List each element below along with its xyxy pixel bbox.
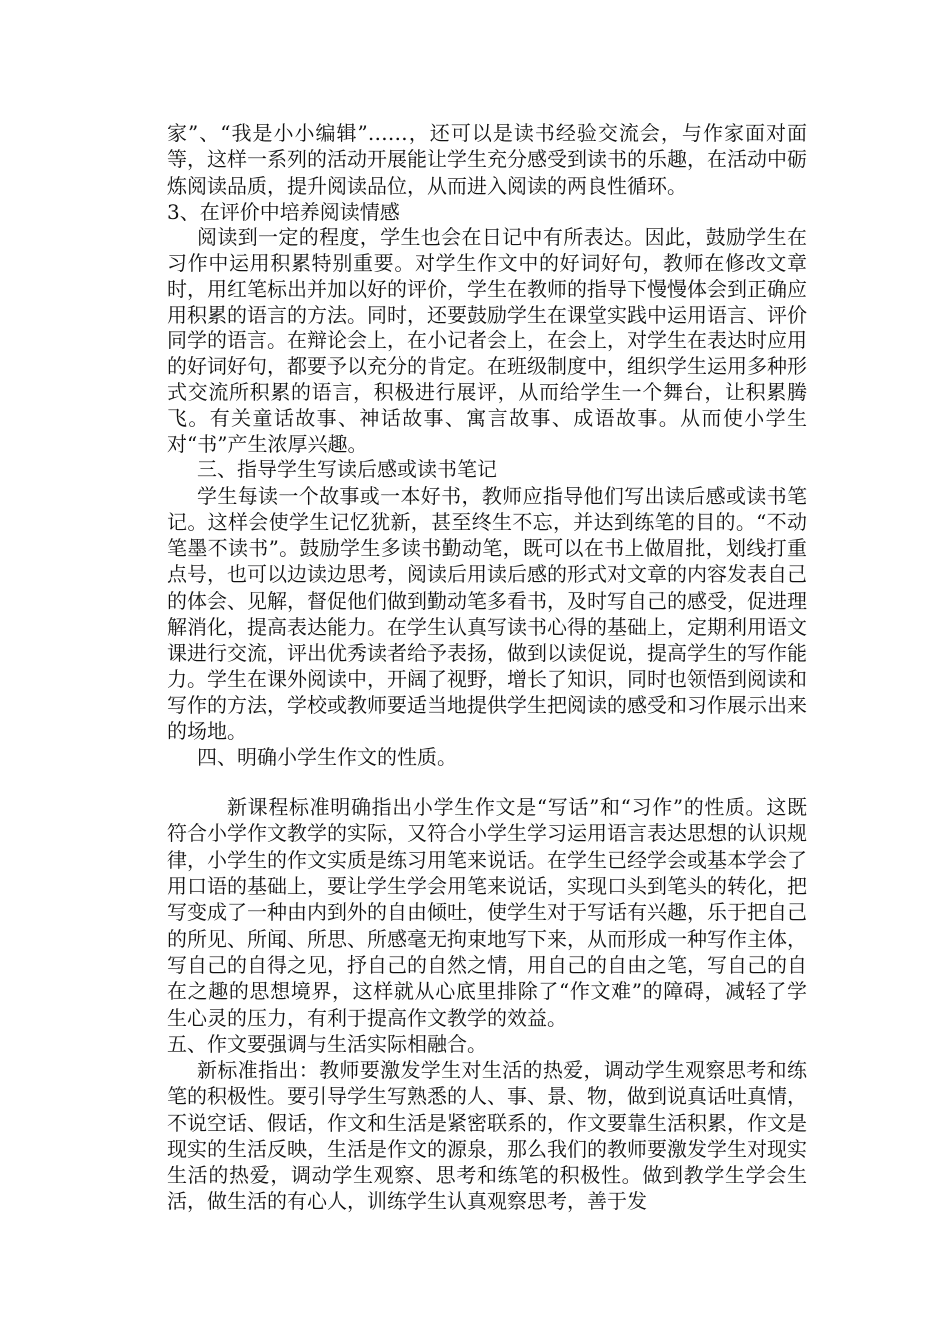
paragraph: 新课程标准明确指出小学生作文是“写话”和“习作”的性质。这既符合小学作文教学的实际，又符合小学生学习运用语言表达思想的认识规律，小学生的作文实质是练习用笔来说话。在学生已经学会或基本学会了用口语的基础上，要让学生学会用笔来说话，实现口头到笔头的转化，把写变成了一种由内到外的自由倾吐，使学生对于写话有兴趣，乐于把自己的所见、所闻、所思、所感毫无拘束地写下来，从而形成一种写作主体，写自己的自得之见，抒自己的自然之情，用自己的自由之笔，写自己的自在之趣的思想境界，这样就从心底里排除了“作文难”的障碍，减轻了学生心灵的压力，有利于提高作文教学的效益。 bbox=[167, 795, 807, 1030]
heading-composition-nature: 四、明确小学生作文的性质。 bbox=[197, 745, 457, 770]
section-evaluation bbox=[167, 225, 807, 483]
paragraph: 家”、“我是小小编辑”……，还可以是读书经验交流会，与作家面对面等，这样一系列的活动开展能让学生充分感受到读书的乐趣，在活动中砺炼阅读品质，提升阅读品位，从而进入阅读的两良性循环。 bbox=[167, 121, 807, 198]
heading-reading-notes: 三、指导学生写读后感或读书笔记 bbox=[197, 457, 497, 482]
section-composition-nature bbox=[167, 794, 807, 1057]
section-reading-activities bbox=[167, 120, 807, 225]
subheading-evaluation: 3、在评价中培养阅读情感 bbox=[167, 199, 400, 224]
document-body bbox=[167, 120, 807, 1214]
blank-line bbox=[167, 770, 807, 794]
section-reading-notes bbox=[167, 483, 807, 770]
section-life-integration bbox=[167, 1057, 807, 1214]
heading-life-integration: 五、作文要强调与生活实际相融合。 bbox=[167, 1031, 487, 1056]
paragraph: 学生每读一个故事或一本好书，教师应指导他们写出读后感或读书笔记。这样会使学生记忆犹新，甚至终生不忘，并达到练笔的目的。“不动笔墨不读书”。鼓励学生多读书勤动笔，既可以在书上做眉批，划线打重点号，也可以边读边思考，阅读后用读后感的形式对文章的内容发表自己的体会、见解，督促他们做到勤动笔多看书，及时写自己的感受，促进理解消化，提高表达能力。在学生认真写读书心得的基础上，定期利用语文课进行交流，评出优秀读者给予表扬，做到以读促说，提高学生的写作能力。学生在课外阅读中，开阔了视野，增长了知识，同时也领悟到阅读和写作的方法，学校或教师要适当地提供学生把阅读的感受和习作展示出来的场地。 bbox=[167, 484, 807, 743]
paragraph: 新标准指出：教师要激发学生对生活的热爱，调动学生观察思考和练笔的积极性。要引导学生写熟悉的人、事、景、物，做到说真话吐真情，不说空话、假话，作文和生活是紧密联系的，作文要靠生活积累，作文是现实的生活反映，生活是作文的源泉，那么我们的教师要激发学生对现实生活的热爱，调动学生观察、思考和练笔的积极性。做到教学生学会生活，做生活的有心人，训练学生认真观察思考，善于发 bbox=[167, 1058, 807, 1214]
paragraph: 阅读到一定的程度，学生也会在日记中有所表达。因此，鼓励学生在习作中运用积累特别重要。对学生作文中的好词好句，教师在修改文章时，用红笔标出并加以好的评价，学生在教师的指导下慢慢体会到正确应用积累的语言的方法。同时，还要鼓励学生在课堂实践中运用语言、评价同学的语言。在辩论会上，在小记者会上，在会上，对学生在表达时应用的好词好句，都要予以充分的肯定。在班级制度中，组织学生运用多种形式交流所积累的语言，积极进行展评，从而给学生一个舞台，让积累腾飞。有关童话故事、神话故事、寓言故事、成语故事。从而使小学生对“书”产生浓厚兴趣。 bbox=[167, 225, 807, 456]
